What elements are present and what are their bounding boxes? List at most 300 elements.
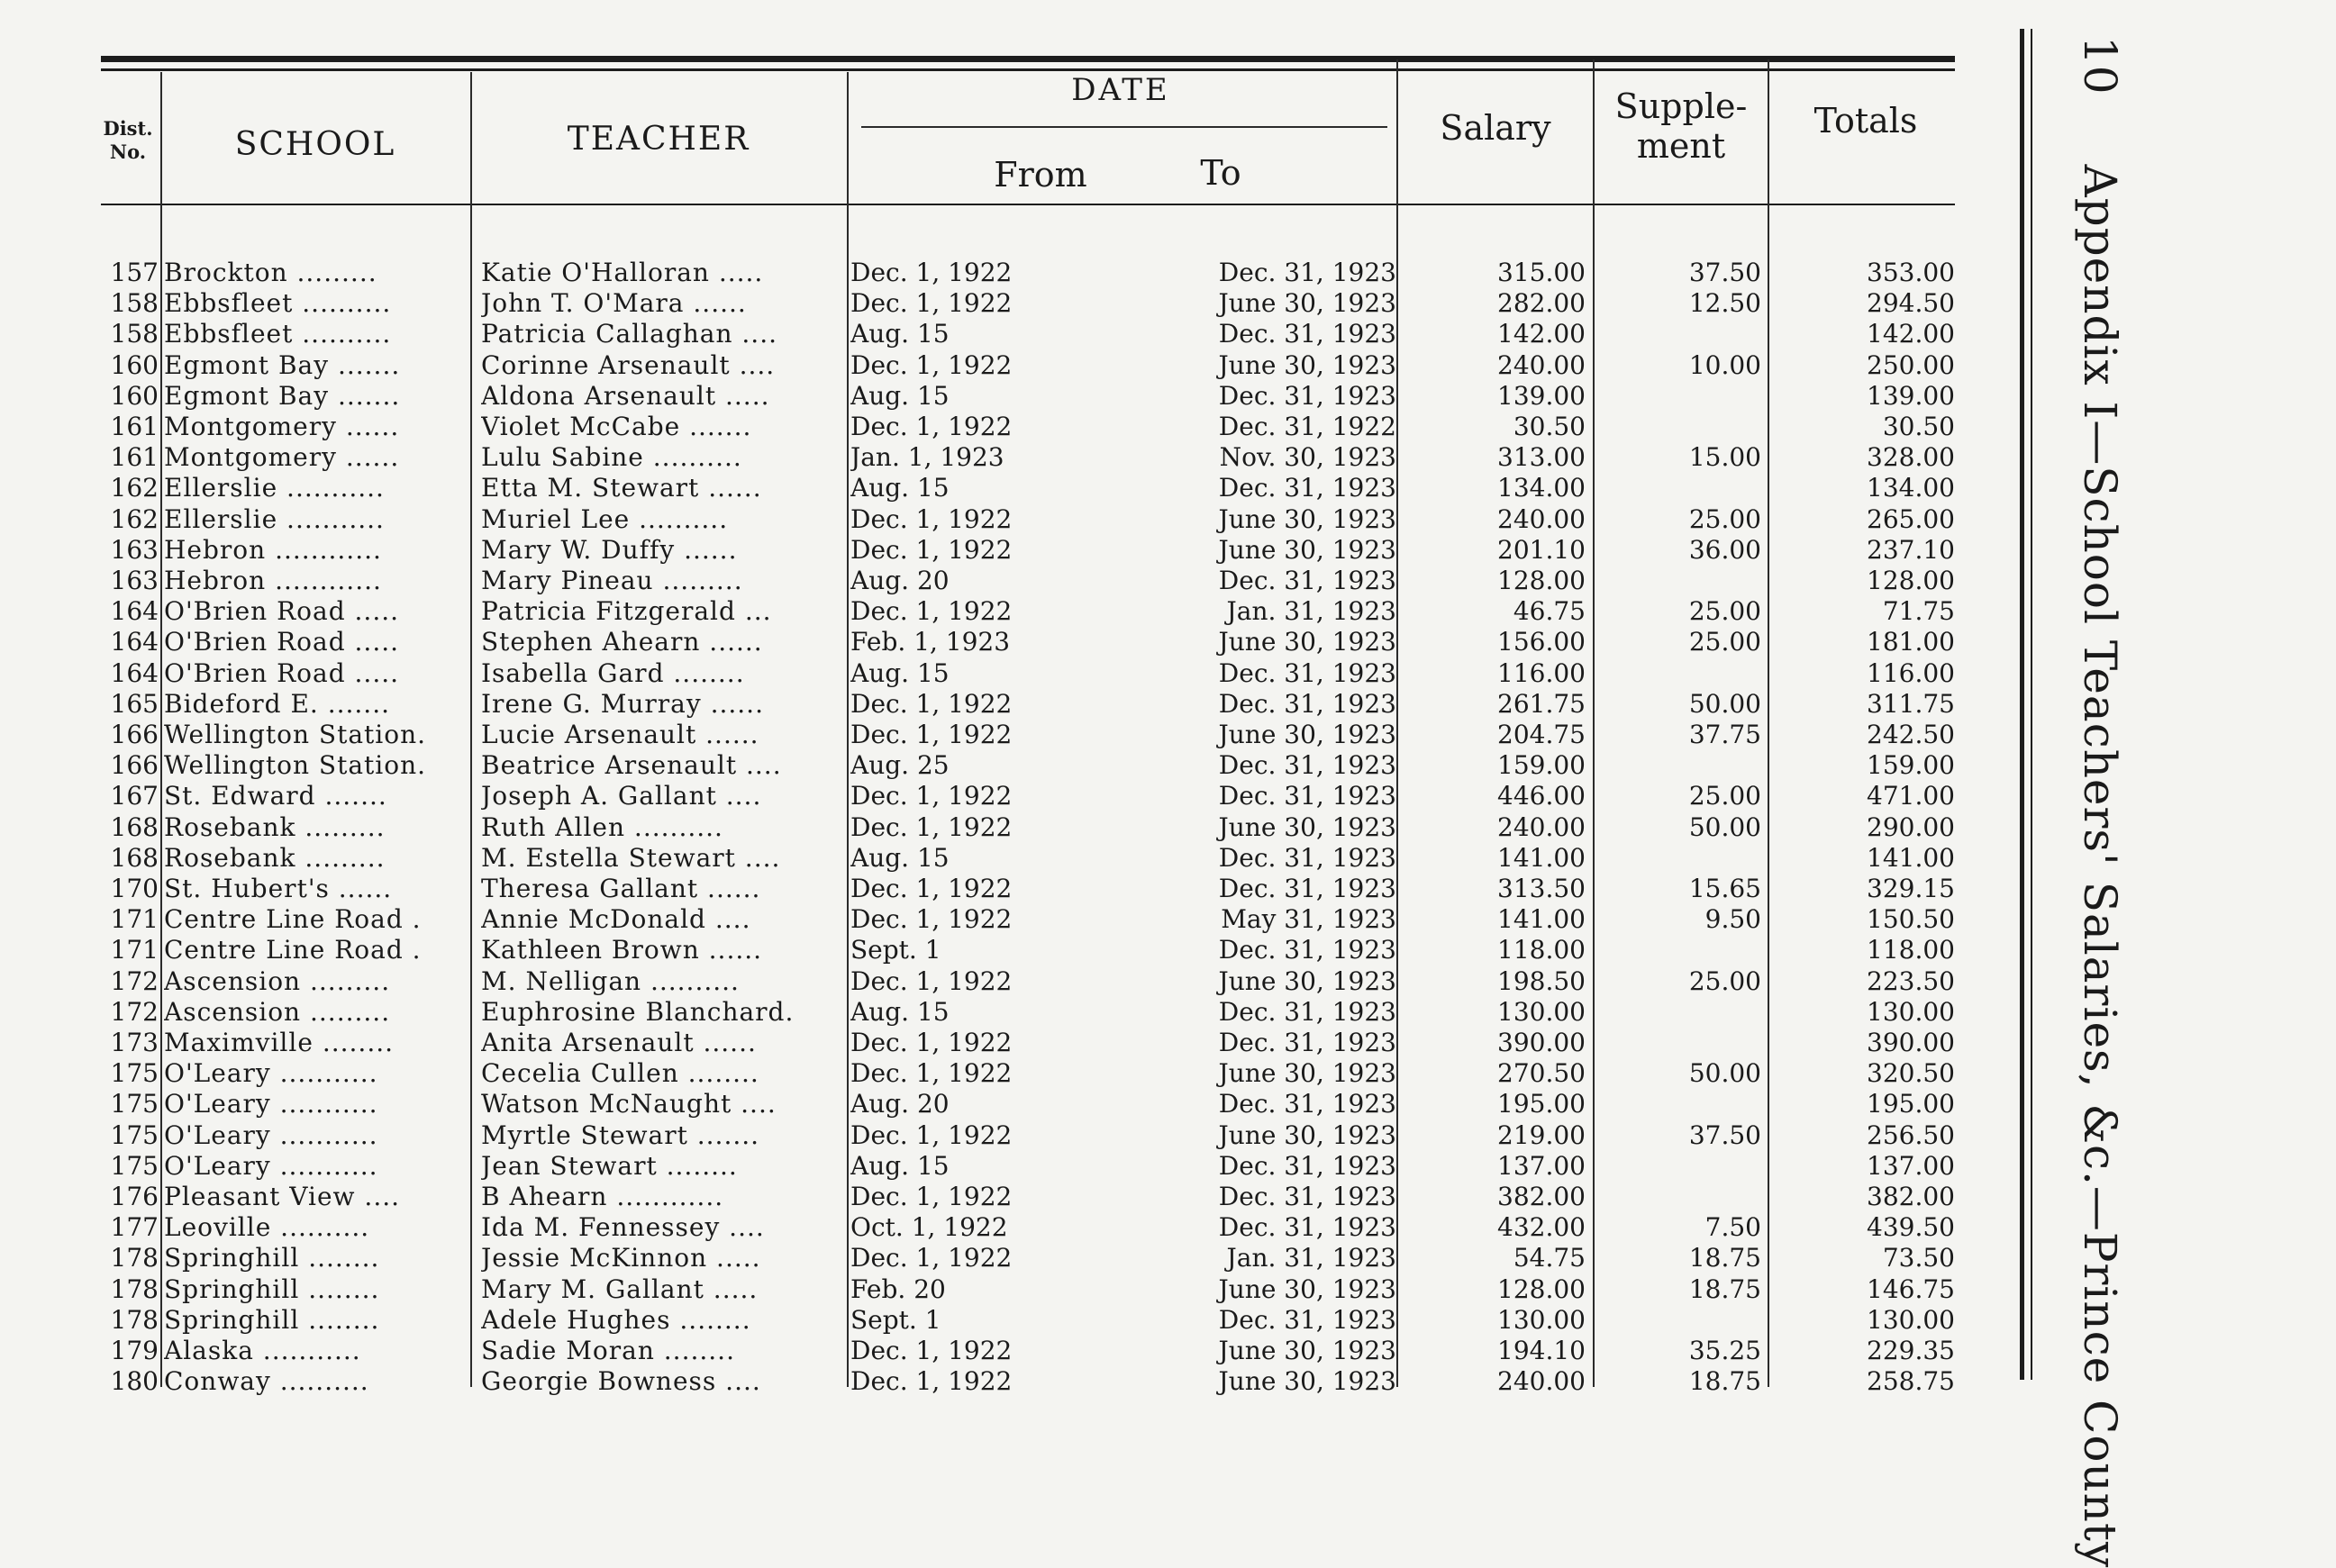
cell-teacher-name: Euphrosine Blanchard. (481, 996, 795, 1027)
cell-school-name: Egmont Bay ....... (164, 349, 401, 380)
cell-school-name: Ellerslie ........... (164, 473, 385, 503)
cell-teacher-name: Sadie Moran ........ (481, 1336, 735, 1365)
cell-school-name: O'Leary ........... (164, 1119, 378, 1150)
cell-teacher-name: Patricia Fitzgerald ... (481, 596, 772, 627)
cell-dist-no: 177 (110, 1212, 159, 1243)
cell-salary: 134.00 (1497, 473, 1586, 503)
cell-dist-no: 161 (110, 442, 159, 473)
cell-date-from: Dec. 1, 1922 (850, 258, 1013, 287)
date-sub-rule (861, 126, 1387, 128)
table-row (0, 350, 1964, 381)
cell-date-to: June 30, 1923 (1218, 811, 1396, 842)
cell-date-to: Dec. 31, 1923 (1218, 781, 1396, 811)
cell-date-from: Dec. 1, 1922 (850, 1366, 1013, 1397)
cell-teacher-name: Cecelia Cullen ........ (481, 1058, 759, 1089)
cell-school-name: Alaska ........... (164, 1336, 361, 1365)
cell-date-from: Feb. 20 (850, 1273, 946, 1304)
cell-teacher-name: Anita Arsenault ...... (481, 1028, 757, 1057)
cell-school-name: Rosebank ......... (164, 842, 386, 873)
cell-teacher-name: Mary Pineau ......... (481, 566, 743, 595)
table-row (0, 689, 1964, 720)
cell-supplement: 50.00 (1688, 811, 1761, 842)
cell-teacher-name: Patricia Callaghan .... (481, 319, 778, 349)
cell-teacher-name: Lucie Arsenault ...... (481, 720, 759, 749)
cell-dist-no: 167 (110, 781, 159, 811)
cell-total: 439.50 (1867, 1212, 1955, 1243)
cell-salary: 282.00 (1497, 288, 1586, 319)
table-row (0, 1058, 1964, 1089)
cell-school-name: Pleasant View .... (164, 1182, 401, 1211)
cell-dist-no: 172 (110, 965, 159, 996)
cell-salary: 219.00 (1497, 1119, 1586, 1150)
cell-salary: 142.00 (1497, 319, 1586, 349)
cell-dist-no: 160 (110, 380, 159, 411)
cell-total: 128.00 (1867, 566, 1955, 595)
cell-supplement: 10.00 (1688, 349, 1761, 380)
header-dist-no: Dist. No. (103, 117, 153, 164)
cell-dist-no: 166 (110, 750, 159, 781)
cell-salary: 261.75 (1497, 688, 1586, 719)
cell-school-name: Hebron ............ (164, 566, 382, 595)
cell-total: 265.00 (1867, 503, 1955, 534)
cell-teacher-name: Etta M. Stewart ...... (481, 473, 762, 503)
cell-salary: 30.50 (1513, 412, 1586, 441)
cell-supplement: 36.00 (1688, 534, 1761, 565)
cell-dist-no: 168 (110, 811, 159, 842)
cell-school-name: Wellington Station. (164, 720, 427, 749)
cell-supplement: 25.00 (1688, 503, 1761, 534)
cell-supplement: 37.50 (1688, 258, 1761, 287)
cell-teacher-name: Violet McCabe ....... (481, 412, 752, 441)
cell-supplement: 37.75 (1688, 720, 1761, 749)
cell-supplement: 50.00 (1688, 688, 1761, 719)
cell-total: 382.00 (1867, 1182, 1955, 1211)
cell-salary: 313.00 (1497, 442, 1586, 473)
cell-teacher-name: Katie O'Halloran ..... (481, 258, 764, 287)
cell-date-from: Dec. 1, 1922 (850, 503, 1013, 534)
cell-teacher-name: Adele Hughes ........ (481, 1304, 751, 1335)
cell-date-to: June 30, 1923 (1218, 1366, 1396, 1397)
cell-total: 311.75 (1867, 688, 1955, 719)
cell-teacher-name: Annie McDonald .... (481, 904, 751, 935)
cell-date-from: Dec. 1, 1922 (850, 596, 1013, 627)
cell-salary: 382.00 (1497, 1182, 1586, 1211)
cell-school-name: Hebron ............ (164, 534, 382, 565)
table-row (0, 1120, 1964, 1151)
cell-dist-no: 180 (110, 1366, 159, 1397)
cell-salary: 240.00 (1497, 503, 1586, 534)
cell-total: 250.00 (1867, 349, 1955, 380)
cell-date-from: Dec. 1, 1922 (850, 288, 1013, 319)
cell-school-name: Ebbsfleet .......... (164, 319, 392, 349)
cell-total: 195.00 (1867, 1089, 1955, 1119)
cell-date-from: Aug. 20 (850, 1089, 950, 1119)
cell-salary: 156.00 (1497, 627, 1586, 657)
table-row (0, 504, 1964, 535)
cell-teacher-name: Georgie Bowness .... (481, 1366, 761, 1397)
cell-dist-no: 164 (110, 596, 159, 627)
table-row (0, 288, 1964, 319)
cell-date-from: Dec. 1, 1922 (850, 1119, 1013, 1150)
cell-teacher-name: Jessie McKinnon ..... (481, 1243, 761, 1273)
cell-school-name: Springhill ........ (164, 1243, 380, 1273)
side-rule-thick (2020, 29, 2024, 1380)
cell-teacher-name: Jean Stewart ........ (481, 1150, 738, 1181)
cell-date-to: Dec. 31, 1923 (1218, 1212, 1396, 1243)
cell-salary: 446.00 (1497, 781, 1586, 811)
cell-school-name: Egmont Bay ....... (164, 380, 401, 411)
cell-date-from: Dec. 1, 1922 (850, 688, 1013, 719)
cell-teacher-name: Beatrice Arsenault .... (481, 750, 782, 781)
cell-dist-no: 175 (110, 1150, 159, 1181)
cell-supplement: 50.00 (1688, 1058, 1761, 1089)
cell-total: 142.00 (1867, 319, 1955, 349)
table-row (0, 1336, 1964, 1366)
cell-date-from: Dec. 1, 1922 (850, 1336, 1013, 1365)
cell-school-name: Ellerslie ........... (164, 503, 385, 534)
cell-salary: 54.75 (1513, 1243, 1586, 1273)
cell-total: 329.15 (1867, 874, 1955, 903)
cell-date-to: June 30, 1923 (1218, 1058, 1396, 1089)
cell-salary: 46.75 (1513, 596, 1586, 627)
table-row (0, 1182, 1964, 1212)
page-title: Appendix I—School Teachers' Salaries, &c.—Prince County (2074, 164, 2126, 1568)
table-row (0, 258, 1964, 288)
cell-salary: 198.50 (1497, 965, 1586, 996)
cell-date-from: Dec. 1, 1922 (850, 965, 1013, 996)
cell-dist-no: 179 (110, 1336, 159, 1365)
cell-date-to: May 31, 1923 (1221, 904, 1396, 935)
cell-date-from: Jan. 1, 1923 (850, 442, 1004, 473)
cell-date-from: Aug. 15 (850, 996, 950, 1027)
table-row (0, 843, 1964, 874)
cell-date-to: Dec. 31, 1923 (1218, 1150, 1396, 1181)
cell-dist-no: 157 (110, 258, 159, 287)
cell-date-to: Dec. 31, 1923 (1218, 1304, 1396, 1335)
cell-date-to: Jan. 31, 1923 (1226, 596, 1396, 627)
cell-total: 150.50 (1867, 904, 1955, 935)
cell-school-name: Springhill ........ (164, 1273, 380, 1304)
cell-date-to: Dec. 31, 1923 (1218, 258, 1396, 287)
table-row (0, 904, 1964, 935)
cell-teacher-name: B Ahearn ............ (481, 1182, 724, 1211)
cell-date-to: June 30, 1923 (1218, 288, 1396, 319)
header-school: SCHOOL (234, 126, 396, 163)
cell-salary: 137.00 (1497, 1150, 1586, 1181)
cell-dist-no: 175 (110, 1058, 159, 1089)
cell-date-to: Dec. 31, 1923 (1218, 935, 1396, 965)
cell-supplement: 25.00 (1688, 627, 1761, 657)
cell-date-from: Dec. 1, 1922 (850, 412, 1013, 441)
cell-dist-no: 175 (110, 1089, 159, 1119)
cell-school-name: Brockton ......... (164, 258, 377, 287)
cell-school-name: Conway .......... (164, 1366, 369, 1397)
cell-date-from: Dec. 1, 1922 (850, 349, 1013, 380)
cell-dist-no: 178 (110, 1304, 159, 1335)
cell-salary: 128.00 (1497, 566, 1586, 595)
cell-salary: 118.00 (1497, 935, 1586, 965)
cell-supplement: 18.75 (1688, 1243, 1761, 1273)
cell-teacher-name: Stephen Ahearn ...... (481, 627, 763, 657)
cell-date-from: Dec. 1, 1922 (850, 874, 1013, 903)
cell-salary: 194.10 (1497, 1336, 1586, 1365)
cell-date-to: Jan. 31, 1923 (1226, 1243, 1396, 1273)
table-row (0, 935, 1964, 965)
table-row (0, 1274, 1964, 1305)
table-row (0, 1089, 1964, 1119)
cell-date-from: Dec. 1, 1922 (850, 1182, 1013, 1211)
table-row (0, 781, 1964, 811)
table-row (0, 1305, 1964, 1336)
cell-salary: 240.00 (1497, 349, 1586, 380)
cell-dist-no: 158 (110, 319, 159, 349)
cell-teacher-name: Aldona Arsenault ..... (481, 380, 770, 411)
cell-supplement: 25.00 (1688, 596, 1761, 627)
cell-total: 130.00 (1867, 996, 1955, 1027)
table-row (0, 750, 1964, 781)
table-row (0, 1212, 1964, 1243)
cell-teacher-name: Myrtle Stewart ....... (481, 1119, 760, 1150)
cell-school-name: Leoville .......... (164, 1212, 370, 1243)
cell-total: 71.75 (1882, 596, 1955, 627)
cell-date-to: June 30, 1923 (1218, 627, 1396, 657)
cell-date-to: June 30, 1923 (1218, 965, 1396, 996)
top-rule-thin (101, 68, 1955, 71)
cell-date-to: Dec. 31, 1922 (1218, 412, 1396, 441)
cell-date-to: Dec. 31, 1923 (1218, 566, 1396, 595)
cell-date-from: Dec. 1, 1922 (850, 781, 1013, 811)
cell-date-to: June 30, 1923 (1218, 1336, 1396, 1365)
cell-salary: 240.00 (1497, 811, 1586, 842)
table-row (0, 473, 1964, 503)
cell-date-to: Dec. 31, 1923 (1218, 750, 1396, 781)
header-to: To (1200, 153, 1241, 193)
cell-salary: 128.00 (1497, 1273, 1586, 1304)
cell-salary: 116.00 (1497, 657, 1586, 688)
cell-dist-no: 178 (110, 1273, 159, 1304)
table-row (0, 966, 1964, 997)
table-row (0, 627, 1964, 657)
cell-dist-no: 170 (110, 874, 159, 903)
cell-teacher-name: Kathleen Brown ...... (481, 935, 763, 965)
cell-school-name: Rosebank ......... (164, 811, 386, 842)
cell-dist-no: 168 (110, 842, 159, 873)
cell-total: 294.50 (1867, 288, 1955, 319)
cell-total: 118.00 (1867, 935, 1955, 965)
cell-teacher-name: Joseph A. Gallant .... (481, 781, 762, 811)
cell-dist-no: 171 (110, 935, 159, 965)
cell-dist-no: 173 (110, 1028, 159, 1057)
cell-salary: 201.10 (1497, 534, 1586, 565)
cell-date-from: Aug. 15 (850, 319, 950, 349)
cell-school-name: Centre Line Road . (164, 904, 422, 935)
cell-total: 139.00 (1867, 380, 1955, 411)
cell-supplement: 15.65 (1688, 874, 1761, 903)
cell-date-from: Aug. 15 (850, 473, 950, 503)
cell-date-to: Dec. 31, 1923 (1218, 1028, 1396, 1057)
cell-school-name: O'Leary ........... (164, 1058, 378, 1089)
cell-teacher-name: Theresa Gallant ...... (481, 874, 761, 903)
cell-salary: 141.00 (1497, 904, 1586, 935)
cell-total: 242.50 (1867, 720, 1955, 749)
cell-school-name: O'Leary ........... (164, 1150, 378, 1181)
cell-date-from: Dec. 1, 1922 (850, 811, 1013, 842)
cell-total: 30.50 (1882, 412, 1955, 441)
cell-date-from: Dec. 1, 1922 (850, 1028, 1013, 1057)
cell-date-to: June 30, 1923 (1218, 503, 1396, 534)
table-row (0, 566, 1964, 596)
cell-supplement: 18.75 (1688, 1366, 1761, 1397)
header-date: DATE (1071, 72, 1170, 108)
cell-date-from: Aug. 25 (850, 750, 950, 781)
cell-date-from: Aug. 20 (850, 566, 950, 595)
cell-date-to: June 30, 1923 (1218, 349, 1396, 380)
header-teacher: TEACHER (567, 121, 750, 158)
cell-teacher-name: Corinne Arsenault .... (481, 349, 776, 380)
cell-total: 137.00 (1867, 1150, 1955, 1181)
cell-teacher-name: Isabella Gard ........ (481, 657, 745, 688)
table-row (0, 535, 1964, 566)
table-row (0, 319, 1964, 349)
cell-dist-no: 160 (110, 349, 159, 380)
cell-teacher-name: Lulu Sabine .......... (481, 442, 742, 473)
table-row (0, 1243, 1964, 1273)
cell-school-name: Centre Line Road . (164, 935, 422, 965)
cell-dist-no: 164 (110, 657, 159, 688)
cell-teacher-name: Mary M. Gallant ..... (481, 1273, 759, 1304)
cell-supplement: 25.00 (1688, 781, 1761, 811)
cell-school-name: O'Brien Road ..... (164, 627, 400, 657)
cell-total: 258.75 (1867, 1366, 1955, 1397)
header-bottom-rule (101, 204, 1955, 205)
cell-date-to: Dec. 31, 1923 (1218, 996, 1396, 1027)
cell-school-name: O'Leary ........... (164, 1089, 378, 1119)
cell-school-name: O'Brien Road ..... (164, 596, 400, 627)
cell-school-name: Bideford E. ....... (164, 688, 390, 719)
table-row (0, 1151, 1964, 1182)
side-rule-thin (2031, 29, 2032, 1380)
cell-date-from: Oct. 1, 1922 (850, 1212, 1008, 1243)
cell-school-name: Montgomery ...... (164, 412, 400, 441)
cell-date-from: Aug. 15 (850, 842, 950, 873)
table-row (0, 412, 1964, 442)
cell-total: 229.35 (1867, 1336, 1955, 1365)
cell-date-to: Dec. 31, 1923 (1218, 874, 1396, 903)
cell-total: 130.00 (1867, 1304, 1955, 1335)
cell-teacher-name: Ruth Allen .......... (481, 811, 723, 842)
cell-dist-no: 178 (110, 1243, 159, 1273)
cell-salary: 204.75 (1497, 720, 1586, 749)
cell-date-from: Sept. 1 (850, 935, 941, 965)
table-row (0, 874, 1964, 904)
cell-teacher-name: Ida M. Fennessey .... (481, 1212, 765, 1243)
cell-dist-no: 164 (110, 627, 159, 657)
table-row (0, 381, 1964, 412)
cell-supplement: 18.75 (1688, 1273, 1761, 1304)
cell-total: 390.00 (1867, 1028, 1955, 1057)
cell-date-from: Aug. 15 (850, 1150, 950, 1181)
cell-date-to: Dec. 31, 1923 (1218, 688, 1396, 719)
cell-date-to: June 30, 1923 (1218, 1273, 1396, 1304)
cell-date-from: Dec. 1, 1922 (850, 1243, 1013, 1273)
cell-dist-no: 162 (110, 503, 159, 534)
cell-supplement: 37.50 (1688, 1119, 1761, 1150)
cell-date-from: Aug. 15 (850, 657, 950, 688)
top-rule-thick (101, 56, 1955, 62)
cell-teacher-name: Watson McNaught .... (481, 1089, 777, 1119)
cell-dist-no: 175 (110, 1119, 159, 1150)
cell-total: 237.10 (1867, 534, 1955, 565)
table-row (0, 596, 1964, 627)
cell-dist-no: 158 (110, 288, 159, 319)
cell-salary: 139.00 (1497, 380, 1586, 411)
cell-salary: 141.00 (1497, 842, 1586, 873)
table-row (0, 720, 1964, 750)
cell-date-from: Dec. 1, 1922 (850, 904, 1013, 935)
cell-school-name: Maximville ........ (164, 1028, 395, 1057)
table-row (0, 1028, 1964, 1058)
table-row (0, 442, 1964, 473)
table-row (0, 997, 1964, 1028)
cell-total: 141.00 (1867, 842, 1955, 873)
cell-salary: 270.50 (1497, 1058, 1586, 1089)
cell-total: 159.00 (1867, 750, 1955, 781)
header-supplement-line2: ment (1636, 126, 1726, 166)
header-supplement (1596, 86, 1766, 166)
cell-date-to: Dec. 31, 1923 (1218, 473, 1396, 503)
cell-school-name: O'Brien Road ..... (164, 657, 400, 688)
cell-total: 290.00 (1867, 811, 1955, 842)
page-side-title (2074, 36, 2126, 1568)
cell-date-to: Dec. 31, 1923 (1218, 319, 1396, 349)
cell-date-from: Feb. 1, 1923 (850, 627, 1011, 657)
cell-salary: 313.50 (1497, 874, 1586, 903)
cell-date-to: Nov. 30, 1923 (1219, 442, 1396, 473)
cell-date-from: Dec. 1, 1922 (850, 1058, 1013, 1089)
cell-school-name: Ascension ......... (164, 965, 391, 996)
page-number: 10 (2074, 36, 2126, 95)
cell-dist-no: 172 (110, 996, 159, 1027)
cell-date-to: June 30, 1923 (1218, 720, 1396, 749)
cell-total: 116.00 (1867, 657, 1955, 688)
cell-supplement: 25.00 (1688, 965, 1761, 996)
header-salary: Salary (1440, 108, 1551, 148)
cell-dist-no: 171 (110, 904, 159, 935)
cell-supplement: 7.50 (1704, 1212, 1761, 1243)
cell-total: 471.00 (1867, 781, 1955, 811)
cell-school-name: Ebbsfleet .......... (164, 288, 392, 319)
cell-date-from: Dec. 1, 1922 (850, 720, 1013, 749)
cell-school-name: Springhill ........ (164, 1304, 380, 1335)
cell-date-to: Dec. 31, 1923 (1218, 1182, 1396, 1211)
cell-school-name: Wellington Station. (164, 750, 427, 781)
cell-total: 256.50 (1867, 1119, 1955, 1150)
cell-total: 134.00 (1867, 473, 1955, 503)
cell-teacher-name: Mary W. Duffy ...... (481, 534, 738, 565)
cell-dist-no: 176 (110, 1182, 159, 1211)
cell-dist-no: 166 (110, 720, 159, 749)
cell-date-from: Dec. 1, 1922 (850, 534, 1013, 565)
header-supplement-line1: Supple- (1614, 86, 1748, 126)
cell-total: 181.00 (1867, 627, 1955, 657)
cell-teacher-name: M. Estella Stewart .... (481, 842, 781, 873)
cell-school-name: Montgomery ...... (164, 442, 400, 473)
cell-total: 353.00 (1867, 258, 1955, 287)
cell-total: 328.00 (1867, 442, 1955, 473)
cell-salary: 432.00 (1497, 1212, 1586, 1243)
cell-supplement: 9.50 (1704, 904, 1761, 935)
table-row (0, 812, 1964, 843)
